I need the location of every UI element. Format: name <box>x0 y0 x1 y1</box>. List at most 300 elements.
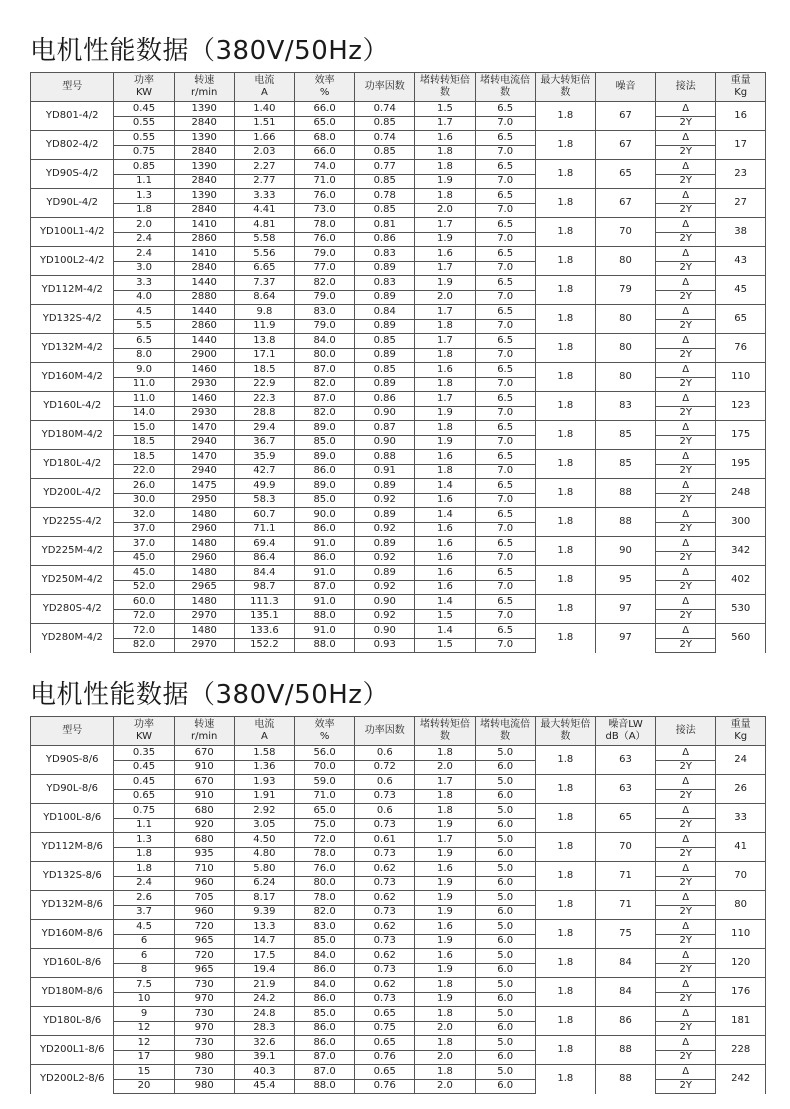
column-header-label: 堵转电流倍 <box>480 75 531 86</box>
value-cell: 6.0 <box>475 789 535 804</box>
model-cell: YD200L1-8/6 <box>31 1036 114 1065</box>
column-header-label: 最大转矩倍 <box>540 719 591 730</box>
connection-cell: Δ <box>656 334 716 349</box>
model-cell: YD90L-4/2 <box>31 189 114 218</box>
value-cell: 0.86 <box>355 392 415 407</box>
value-cell: 0.92 <box>355 609 415 624</box>
value-cell: 7.0 <box>475 145 535 160</box>
value-cell: 2.0 <box>415 1079 475 1094</box>
noise-cell: 65 <box>595 160 655 189</box>
weight-cell: 530 <box>716 595 766 624</box>
value-cell: 21.9 <box>234 978 294 993</box>
value-cell: 1.8 <box>415 160 475 175</box>
table-row <box>31 624 766 639</box>
value-cell: 6.0 <box>475 847 535 862</box>
value-cell: 2.27 <box>234 160 294 175</box>
max-torque-cell: 1.8 <box>535 131 595 160</box>
value-cell: 88.0 <box>294 1079 354 1094</box>
value-cell: 960 <box>174 905 234 920</box>
column-header-unit: A <box>260 87 268 98</box>
column-header <box>114 717 174 746</box>
value-cell: 0.87 <box>355 421 415 436</box>
value-cell: 7.0 <box>475 319 535 334</box>
connection-cell: 2Y <box>656 789 716 804</box>
value-cell: 56.0 <box>294 746 354 761</box>
value-cell: 0.83 <box>355 276 415 291</box>
value-cell: 58.3 <box>234 493 294 508</box>
column-header <box>535 717 595 746</box>
table-row <box>31 232 766 247</box>
column-header-label: 接法 <box>675 725 696 736</box>
noise-cell: 79 <box>595 276 655 305</box>
value-cell: 6.5 <box>475 566 535 581</box>
connection-cell: 2Y <box>656 290 716 305</box>
value-cell: 9.8 <box>234 305 294 320</box>
table-row <box>31 290 766 305</box>
column-header-label: 堵转转矩倍 <box>419 719 470 730</box>
column-header <box>475 717 535 746</box>
column-header <box>535 73 595 102</box>
noise-cell: 84 <box>595 949 655 978</box>
max-torque-cell: 1.8 <box>535 334 595 363</box>
value-cell: 0.45 <box>114 102 174 117</box>
value-cell: 1390 <box>174 131 234 146</box>
value-cell: 82.0 <box>294 276 354 291</box>
value-cell: 0.76 <box>355 1079 415 1094</box>
value-cell: 9.0 <box>114 363 174 378</box>
value-cell: 45.4 <box>234 1079 294 1094</box>
weight-cell: 27 <box>716 189 766 218</box>
value-cell: 1.4 <box>415 479 475 494</box>
value-cell: 0.72 <box>355 760 415 775</box>
value-cell: 730 <box>174 1065 234 1080</box>
value-cell: 6.5 <box>475 421 535 436</box>
model-cell: YD280S-4/2 <box>31 595 114 624</box>
value-cell: 2840 <box>174 174 234 189</box>
value-cell: 1.9 <box>415 818 475 833</box>
noise-cell: 90 <box>595 537 655 566</box>
value-cell: 1.8 <box>415 789 475 804</box>
value-cell: 7.0 <box>475 580 535 595</box>
model-cell: YD180L-8/6 <box>31 1007 114 1036</box>
value-cell: 78.0 <box>294 218 354 233</box>
value-cell: 7.0 <box>475 174 535 189</box>
weight-cell: 560 <box>716 624 766 653</box>
table-row <box>31 421 766 436</box>
value-cell: 5.0 <box>475 1007 535 1022</box>
value-cell: 6.5 <box>475 392 535 407</box>
value-cell: 7.0 <box>475 435 535 450</box>
value-cell: 730 <box>174 1036 234 1051</box>
noise-cell: 88 <box>595 1036 655 1065</box>
value-cell: 71.1 <box>234 522 294 537</box>
value-cell: 85.0 <box>294 1007 354 1022</box>
max-torque-cell: 1.8 <box>535 746 595 775</box>
column-header <box>31 717 114 746</box>
table-row <box>31 847 766 862</box>
value-cell: 6.5 <box>475 218 535 233</box>
value-cell: 7.0 <box>475 493 535 508</box>
model-cell: YD801-4/2 <box>31 102 114 131</box>
value-cell: 0.83 <box>355 247 415 262</box>
value-cell: 24.8 <box>234 1007 294 1022</box>
model-cell: YD132S-4/2 <box>31 305 114 334</box>
value-cell: 65.0 <box>294 804 354 819</box>
model-cell: YD180M-8/6 <box>31 978 114 1007</box>
value-cell: 84.4 <box>234 566 294 581</box>
value-cell: 87.0 <box>294 1065 354 1080</box>
model-cell: YD225M-4/2 <box>31 537 114 566</box>
value-cell: 2.0 <box>415 760 475 775</box>
column-header-label: 功率因数 <box>364 81 405 92</box>
value-cell: 1.8 <box>415 1007 475 1022</box>
value-cell: 0.92 <box>355 580 415 595</box>
column-header-label: 重量 <box>730 75 751 86</box>
weight-cell: 41 <box>716 833 766 862</box>
value-cell: 7.0 <box>475 551 535 566</box>
value-cell: 89.0 <box>294 479 354 494</box>
value-cell: 4.81 <box>234 218 294 233</box>
max-torque-cell: 1.8 <box>535 392 595 421</box>
value-cell: 0.65 <box>355 1007 415 1022</box>
table-row <box>31 435 766 450</box>
max-torque-cell: 1.8 <box>535 218 595 247</box>
connection-cell: 2Y <box>656 818 716 833</box>
value-cell: 6.0 <box>475 934 535 949</box>
table-row <box>31 978 766 993</box>
weight-cell: 45 <box>716 276 766 305</box>
value-cell: 1.9 <box>415 276 475 291</box>
value-cell: 18.5 <box>114 435 174 450</box>
value-cell: 1.6 <box>415 493 475 508</box>
value-cell: 86.0 <box>294 464 354 479</box>
value-cell: 0.6 <box>355 746 415 761</box>
value-cell: 72.0 <box>294 833 354 848</box>
value-cell: 8.0 <box>114 348 174 363</box>
value-cell: 0.89 <box>355 261 415 276</box>
value-cell: 1.6 <box>415 862 475 877</box>
table-row <box>31 406 766 421</box>
noise-cell: 67 <box>595 102 655 131</box>
value-cell: 1.36 <box>234 760 294 775</box>
connection-cell: 2Y <box>656 760 716 775</box>
connection-cell: Δ <box>656 746 716 761</box>
value-cell: 18.5 <box>234 363 294 378</box>
value-cell: 2840 <box>174 203 234 218</box>
value-cell: 49.9 <box>234 479 294 494</box>
value-cell: 0.73 <box>355 992 415 1007</box>
table-row <box>31 145 766 160</box>
value-cell: 0.75 <box>114 145 174 160</box>
model-cell: YD160L-8/6 <box>31 949 114 978</box>
value-cell: 66.0 <box>294 102 354 117</box>
value-cell: 0.62 <box>355 949 415 964</box>
value-cell: 935 <box>174 847 234 862</box>
value-cell: 7.0 <box>475 522 535 537</box>
connection-cell: Δ <box>656 363 716 378</box>
table-row <box>31 493 766 508</box>
value-cell: 2900 <box>174 348 234 363</box>
value-cell: 91.0 <box>294 537 354 552</box>
column-header-unit: 数 <box>439 87 450 98</box>
value-cell: 82.0 <box>294 905 354 920</box>
connection-cell: Δ <box>656 276 716 291</box>
value-cell: 71.0 <box>294 789 354 804</box>
value-cell: 2.0 <box>415 1021 475 1036</box>
max-torque-cell: 1.8 <box>535 1065 595 1094</box>
value-cell: 0.65 <box>355 1065 415 1080</box>
value-cell: 39.1 <box>234 1050 294 1065</box>
value-cell: 0.45 <box>114 775 174 790</box>
connection-cell: Δ <box>656 862 716 877</box>
weight-cell: 43 <box>716 247 766 276</box>
column-header-unit: Kg <box>734 87 748 98</box>
value-cell: 7.5 <box>114 978 174 993</box>
column-header-unit: dB（A） <box>605 731 646 742</box>
table-row <box>31 609 766 624</box>
weight-cell: 342 <box>716 537 766 566</box>
connection-cell: Δ <box>656 392 716 407</box>
connection-cell: 2Y <box>656 174 716 189</box>
model-cell: YD112M-4/2 <box>31 276 114 305</box>
value-cell: 3.0 <box>114 261 174 276</box>
value-cell: 86.4 <box>234 551 294 566</box>
max-torque-cell: 1.8 <box>535 479 595 508</box>
model-cell: YD160M-4/2 <box>31 363 114 392</box>
value-cell: 0.89 <box>355 319 415 334</box>
value-cell: 7.0 <box>475 232 535 247</box>
connection-cell: Δ <box>656 218 716 233</box>
value-cell: 15.0 <box>114 421 174 436</box>
value-cell: 87.0 <box>294 363 354 378</box>
value-cell: 28.3 <box>234 1021 294 1036</box>
value-cell: 7.0 <box>475 116 535 131</box>
table-row <box>31 818 766 833</box>
table-row <box>31 334 766 349</box>
value-cell: 2940 <box>174 435 234 450</box>
weight-cell: 17 <box>716 131 766 160</box>
value-cell: 2880 <box>174 290 234 305</box>
value-cell: 5.0 <box>475 833 535 848</box>
model-cell: YD160L-4/2 <box>31 392 114 421</box>
value-cell: 1.8 <box>415 319 475 334</box>
connection-cell: 2Y <box>656 435 716 450</box>
value-cell: 5.0 <box>475 1036 535 1051</box>
value-cell: 2950 <box>174 493 234 508</box>
value-cell: 1.6 <box>415 551 475 566</box>
value-cell: 0.73 <box>355 963 415 978</box>
value-cell: 6 <box>114 949 174 964</box>
value-cell: 2840 <box>174 145 234 160</box>
column-header <box>234 73 294 102</box>
column-header-label: 功率因数 <box>364 725 405 736</box>
value-cell: 3.7 <box>114 905 174 920</box>
value-cell: 670 <box>174 775 234 790</box>
column-header-label: 转速 <box>194 719 215 730</box>
value-cell: 1.6 <box>415 450 475 465</box>
value-cell: 1.7 <box>415 775 475 790</box>
value-cell: 0.89 <box>355 508 415 523</box>
value-cell: 2860 <box>174 232 234 247</box>
table-row <box>31 775 766 790</box>
value-cell: 82.0 <box>294 406 354 421</box>
value-cell: 0.74 <box>355 131 415 146</box>
table-row <box>31 319 766 334</box>
value-cell: 1.9 <box>415 232 475 247</box>
connection-cell: Δ <box>656 624 716 639</box>
value-cell: 1.4 <box>415 624 475 639</box>
noise-cell: 88 <box>595 508 655 537</box>
column-header <box>355 717 415 746</box>
value-cell: 1.6 <box>415 363 475 378</box>
value-cell: 980 <box>174 1050 234 1065</box>
value-cell: 2.92 <box>234 804 294 819</box>
value-cell: 0.92 <box>355 493 415 508</box>
value-cell: 29.4 <box>234 421 294 436</box>
value-cell: 4.0 <box>114 290 174 305</box>
noise-cell: 97 <box>595 595 655 624</box>
column-header-label: 电流 <box>254 75 275 86</box>
value-cell: 680 <box>174 804 234 819</box>
value-cell: 6.5 <box>475 450 535 465</box>
connection-cell: Δ <box>656 102 716 117</box>
value-cell: 8.17 <box>234 891 294 906</box>
table-row <box>31 218 766 233</box>
table-row <box>31 247 766 262</box>
value-cell: 85.0 <box>294 435 354 450</box>
column-header <box>234 717 294 746</box>
value-cell: 86.0 <box>294 1036 354 1051</box>
value-cell: 0.62 <box>355 862 415 877</box>
column-header-unit: 数 <box>560 87 571 98</box>
column-header-label: 噪音 <box>615 81 636 92</box>
value-cell: 1.8 <box>114 203 174 218</box>
value-cell: 7.37 <box>234 276 294 291</box>
connection-cell: 2Y <box>656 232 716 247</box>
value-cell: 70.0 <box>294 760 354 775</box>
noise-cell: 80 <box>595 363 655 392</box>
value-cell: 5.0 <box>475 862 535 877</box>
value-cell: 76.0 <box>294 189 354 204</box>
value-cell: 7.0 <box>475 638 535 653</box>
value-cell: 17.5 <box>234 949 294 964</box>
max-torque-cell: 1.8 <box>535 920 595 949</box>
column-header-unit: A <box>260 731 268 742</box>
connection-cell: 2Y <box>656 1050 716 1065</box>
value-cell: 14.0 <box>114 406 174 421</box>
value-cell: 1480 <box>174 537 234 552</box>
value-cell: 0.89 <box>355 566 415 581</box>
value-cell: 0.77 <box>355 160 415 175</box>
value-cell: 1.6 <box>415 580 475 595</box>
table-row <box>31 746 766 761</box>
value-cell: 91.0 <box>294 566 354 581</box>
value-cell: 1.9 <box>415 435 475 450</box>
value-cell: 5.5 <box>114 319 174 334</box>
connection-cell: Δ <box>656 978 716 993</box>
value-cell: 28.8 <box>234 406 294 421</box>
value-cell: 14.7 <box>234 934 294 949</box>
connection-cell: Δ <box>656 891 716 906</box>
value-cell: 0.85 <box>355 116 415 131</box>
weight-cell: 176 <box>716 978 766 1007</box>
weight-cell: 24 <box>716 746 766 775</box>
value-cell: 1480 <box>174 508 234 523</box>
value-cell: 0.90 <box>355 435 415 450</box>
value-cell: 1410 <box>174 247 234 262</box>
value-cell: 6.5 <box>475 305 535 320</box>
value-cell: 19.4 <box>234 963 294 978</box>
value-cell: 1390 <box>174 102 234 117</box>
value-cell: 76.0 <box>294 862 354 877</box>
model-cell: YD90L-8/6 <box>31 775 114 804</box>
max-torque-cell: 1.8 <box>535 508 595 537</box>
model-cell: YD225S-4/2 <box>31 508 114 537</box>
connection-cell: 2Y <box>656 638 716 653</box>
column-header-unit: KW <box>135 87 153 98</box>
value-cell: 6.0 <box>475 1021 535 1036</box>
table-row <box>31 949 766 964</box>
value-cell: 0.65 <box>355 1036 415 1051</box>
value-cell: 8.64 <box>234 290 294 305</box>
value-cell: 75.0 <box>294 818 354 833</box>
value-cell: 78.0 <box>294 847 354 862</box>
value-cell: 60.7 <box>234 508 294 523</box>
value-cell: 705 <box>174 891 234 906</box>
connection-cell: 2Y <box>656 580 716 595</box>
noise-cell: 75 <box>595 920 655 949</box>
model-cell: YD100L-8/6 <box>31 804 114 833</box>
value-cell: 0.76 <box>355 1050 415 1065</box>
column-header <box>415 717 475 746</box>
table-row <box>31 116 766 131</box>
value-cell: 2.0 <box>415 203 475 218</box>
table-row <box>31 131 766 146</box>
value-cell: 73.0 <box>294 203 354 218</box>
value-cell: 1.6 <box>415 949 475 964</box>
connection-cell: 2Y <box>656 992 716 1007</box>
model-cell: YD180M-4/2 <box>31 421 114 450</box>
value-cell: 0.89 <box>355 348 415 363</box>
noise-cell: 83 <box>595 392 655 421</box>
value-cell: 85.0 <box>294 934 354 949</box>
weight-cell: 402 <box>716 566 766 595</box>
connection-cell: 2Y <box>656 377 716 392</box>
weight-cell: 300 <box>716 508 766 537</box>
model-cell: YD250M-4/2 <box>31 566 114 595</box>
value-cell: 6.5 <box>475 102 535 117</box>
value-cell: 20 <box>114 1079 174 1094</box>
connection-cell: 2Y <box>656 319 716 334</box>
table-row <box>31 276 766 291</box>
value-cell: 1.9 <box>415 891 475 906</box>
value-cell: 79.0 <box>294 247 354 262</box>
model-cell: YD132M-4/2 <box>31 334 114 363</box>
max-torque-cell: 1.8 <box>535 595 595 624</box>
table-row <box>31 1036 766 1051</box>
table-row <box>31 522 766 537</box>
value-cell: 9.39 <box>234 905 294 920</box>
column-header-label: 功率 <box>134 719 155 730</box>
column-header-label: 型号 <box>62 725 83 736</box>
value-cell: 3.33 <box>234 189 294 204</box>
value-cell: 60.0 <box>114 595 174 610</box>
value-cell: 4.41 <box>234 203 294 218</box>
table-row <box>31 102 766 117</box>
value-cell: 680 <box>174 833 234 848</box>
noise-cell: 63 <box>595 746 655 775</box>
value-cell: 11.0 <box>114 392 174 407</box>
